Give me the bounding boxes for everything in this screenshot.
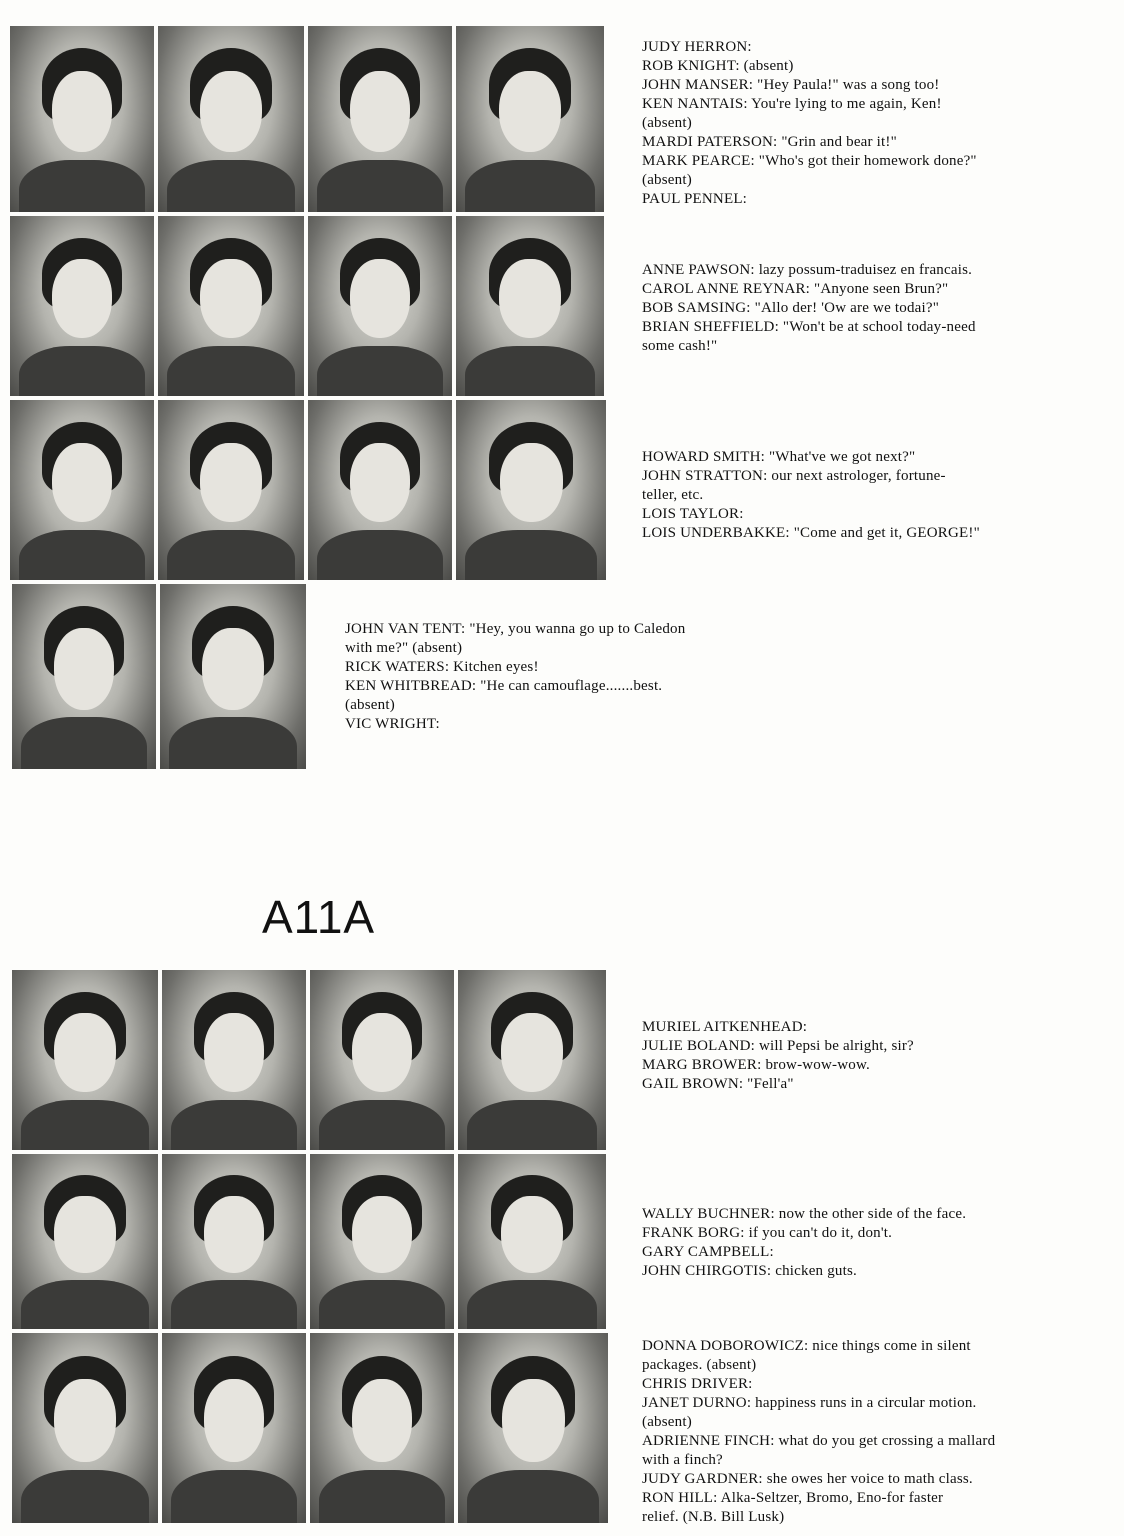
student-photo: [158, 26, 304, 212]
student-photo: [308, 216, 452, 396]
caption-block: [642, 1337, 995, 1527]
caption-line: VIC WRIGHT:: [345, 716, 440, 732]
caption-line: some cash!": [642, 338, 718, 354]
caption-block: [345, 620, 685, 734]
student-photo: [310, 970, 454, 1150]
caption-line: GARY CAMPBELL:: [642, 1244, 774, 1260]
caption-line: WALLY BUCHNER: now the other side of the face.: [642, 1206, 967, 1222]
caption-line: CHRIS DRIVER:: [642, 1376, 753, 1392]
caption-block: [642, 1205, 966, 1281]
caption-block: [642, 38, 977, 209]
caption-line: GAIL BROWN: "Fell'a": [642, 1076, 794, 1092]
caption-line: PAUL PENNEL:: [642, 191, 748, 207]
student-photo: [308, 26, 452, 212]
student-photo: [458, 1333, 608, 1523]
student-photo: [458, 1154, 606, 1329]
caption-line: MARG BROWER: brow-wow-wow.: [642, 1057, 870, 1073]
caption-line: MARDI PATERSON: "Grin and bear it!": [642, 134, 897, 150]
caption-line: FRANK BORG: if you can't do it, don't.: [642, 1225, 893, 1241]
student-photo: [12, 584, 156, 769]
caption-line: JUDY HERRON:: [642, 39, 752, 55]
caption-line: LOIS TAYLOR:: [642, 506, 744, 522]
student-photo: [458, 970, 606, 1150]
caption-block: [642, 1018, 914, 1094]
caption-line: with me?" (absent): [345, 640, 463, 656]
caption-line: MURIEL AITKENHEAD:: [642, 1019, 808, 1035]
caption-line: JOHN MANSER: "Hey Paula!" was a song too!: [642, 77, 940, 93]
caption-line: ANNE PAWSON: lazy possum-traduisez en francais.: [642, 262, 973, 278]
student-photo: [12, 970, 158, 1150]
caption-line: JOHN VAN TENT: "Hey, you wanna go up to Caledon: [345, 621, 686, 637]
student-photo: [308, 400, 452, 580]
student-photo: [162, 1333, 306, 1523]
caption-line: JOHN STRATTON: our next astrologer, fortune-: [642, 468, 946, 484]
student-photo: [162, 1154, 306, 1329]
caption-line: ADRIENNE FINCH: what do you get crossing a mallard: [642, 1433, 996, 1449]
caption-line: ROB KNIGHT: (absent): [642, 58, 794, 74]
caption-block: [642, 261, 976, 356]
caption-line: HOWARD SMITH: "What've we got next?": [642, 449, 916, 465]
student-photo: [456, 216, 604, 396]
caption-line: relief. (N.B. Bill Lusk): [642, 1509, 785, 1525]
caption-line: teller, etc.: [642, 487, 704, 503]
caption-line: (absent): [642, 172, 692, 188]
caption-line: with a finch?: [642, 1452, 723, 1468]
caption-line: MARK PEARCE: "Who's got their homework done?": [642, 153, 977, 169]
student-photo: [162, 970, 306, 1150]
student-photo: [12, 1154, 158, 1329]
caption-line: BOB SAMSING: "Allo der! 'Ow are we todai?": [642, 300, 940, 316]
caption-line: JOHN CHIRGOTIS: chicken guts.: [642, 1263, 857, 1279]
student-photo: [12, 1333, 158, 1523]
student-photo: [160, 584, 306, 769]
caption-line: (absent): [642, 115, 692, 131]
student-photo: [310, 1333, 454, 1523]
student-photo: [456, 400, 606, 580]
caption-line: JANET DURNO: happiness runs in a circular motion.: [642, 1395, 977, 1411]
section-title: A11A: [262, 891, 376, 943]
caption-line: packages. (absent): [642, 1357, 757, 1373]
student-photo: [10, 400, 154, 580]
caption-line: LOIS UNDERBAKKE: "Come and get it, GEORGE!": [642, 525, 980, 541]
caption-line: RON HILL: Alka-Seltzer, Bromo, Eno-for faster: [642, 1490, 944, 1506]
caption-line: JULIE BOLAND: will Pepsi be alright, sir?: [642, 1038, 914, 1054]
caption-line: DONNA DOBOROWICZ: nice things come in silent: [642, 1338, 971, 1354]
student-photo: [10, 216, 154, 396]
student-photo: [158, 216, 304, 396]
caption-line: (absent): [345, 697, 395, 713]
caption-block: [642, 448, 980, 543]
caption-line: KEN NANTAIS: You're lying to me again, Ken!: [642, 96, 942, 112]
caption-line: (absent): [642, 1414, 692, 1430]
caption-line: CAROL ANNE REYNAR: "Anyone seen Brun?": [642, 281, 949, 297]
caption-line: JUDY GARDNER: she owes her voice to math class.: [642, 1471, 973, 1487]
caption-line: RICK WATERS: Kitchen eyes!: [345, 659, 539, 675]
student-photo: [10, 26, 154, 212]
caption-line: BRIAN SHEFFIELD: "Won't be at school today-need: [642, 319, 976, 335]
student-photo: [310, 1154, 454, 1329]
student-photo: [158, 400, 304, 580]
caption-line: KEN WHITBREAD: "He can camouflage.......best.: [345, 678, 663, 694]
student-photo: [456, 26, 604, 212]
